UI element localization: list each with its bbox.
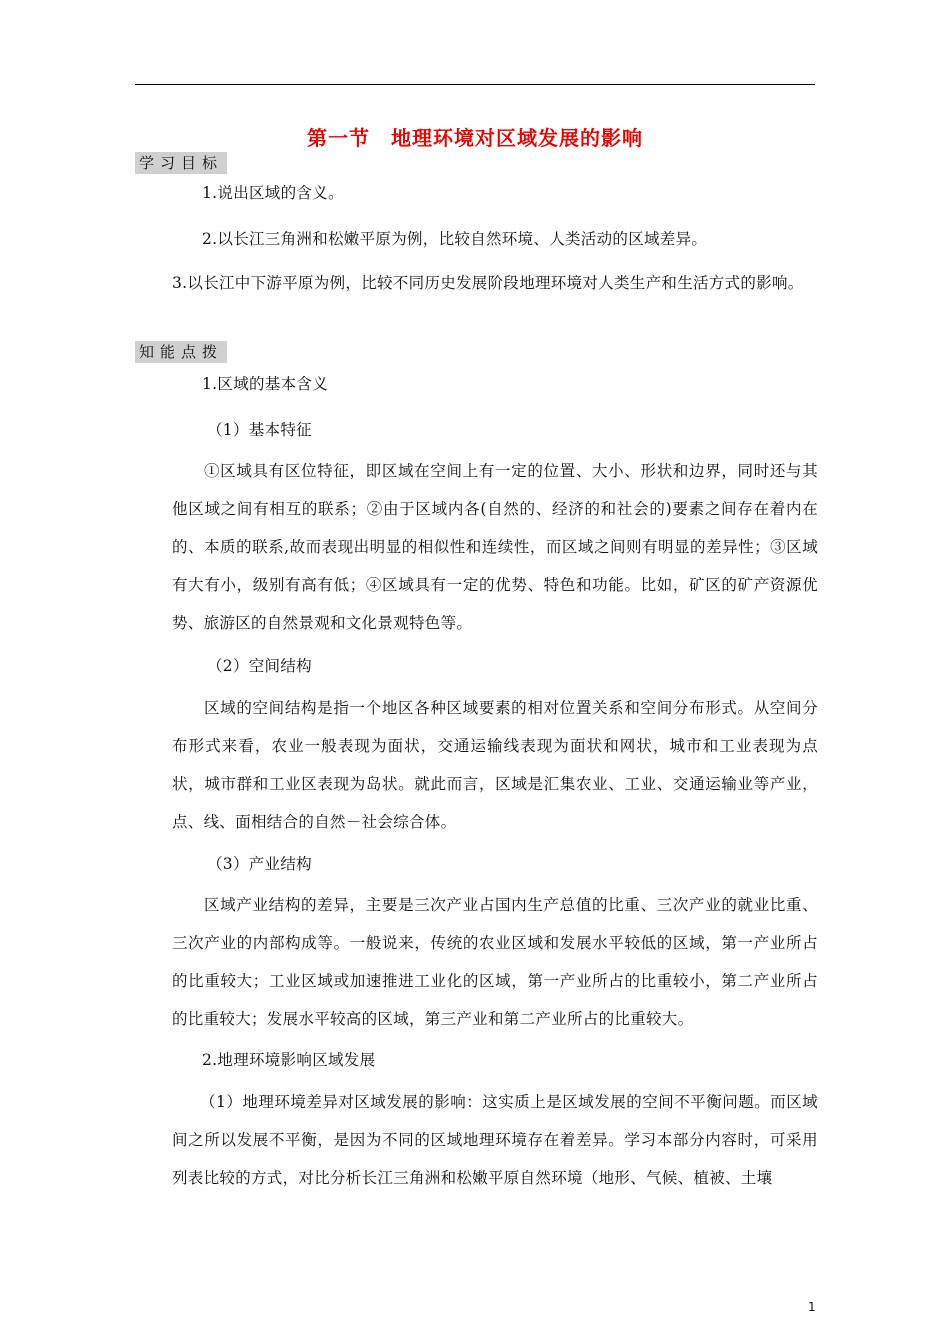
goal-item-1: 1.说出区域的含义。 <box>202 184 344 202</box>
goal-item-2: 2.以长江三角洲和松嫩平原为例，比较自然环境、人类活动的区域差异。 <box>202 230 708 248</box>
subheading-1-1: （1）基本特征 <box>207 421 312 439</box>
header-rule <box>135 84 815 85</box>
heading-1: 1.区域的基本含义 <box>202 375 328 393</box>
subheading-1-3: （3）产业结构 <box>207 855 312 873</box>
page-number: 1 <box>808 1300 816 1314</box>
section-label-points: 知能点拨 <box>135 341 227 363</box>
heading-2: 2.地理环境影响区域发展 <box>202 1051 376 1069</box>
page-title: 第一节 地理环境对区域发展的影响 <box>307 126 643 150</box>
goal-item-3: 3.以长江中下游平原为例，比较不同历史发展阶段地理环境对人类生产和生活方式的影响。 <box>172 274 804 292</box>
paragraph-1-1: ①区域具有区位特征，即区域在空间上有一定的位置、大小、形状和边界，同时还与其他区域之间有相互的联系；②由于区域内各(自然的、经济的和社会的)要素之间存在着内在的、本质的联系,故而表现出明显的相似性和连续性，而区域之间则有明显的差异性；③区域有大有小，级别有高有低；④区域具有一定的优势、特色和功能。比如，矿区的矿产资源优势、旅游区的自然景观和文化景观特色等。 <box>172 462 818 632</box>
subheading-1-2: （2）空间结构 <box>207 657 312 675</box>
paragraph-2-1: （1）地理环境差异对区域发展的影响：这实质上是区域发展的空间不平衡问题。而区域间之所以发展不平衡，是因为不同的区域地理环境存在着差异。学习本部分内容时，可采用列表比较的方式，对比分析长江三角洲和松嫩平原自然环境（地形、气候、植被、土壤 <box>172 1093 818 1187</box>
paragraph-1-2: 区域的空间结构是指一个地区各种区域要素的相对位置关系和空间分布形式。从空间分布形式来看，农业一般表现为面状，交通运输线表现为面状和网状，城市和工业表现为点状，城市群和工业区表现为岛状。就此而言，区域是汇集农业、工业、交通运输业等产业，点、线、面相结合的自然－社会综合体。 <box>172 699 818 831</box>
paragraph-1-3: 区域产业结构的差异，主要是三次产业占国内生产总值的比重、三次产业的就业比重、三次产业的内部构成等。一般说来，传统的农业区域和发展水平较低的区域，第一产业所占的比重较大；工业区域或加速推进工业化的区域，第一产业所占的比重较小，第二产业所占的比重较大；发展水平较高的区域，第三产业和第二产业所占的比重较大。 <box>172 896 818 1028</box>
section-label-goals: 学习目标 <box>135 152 227 174</box>
